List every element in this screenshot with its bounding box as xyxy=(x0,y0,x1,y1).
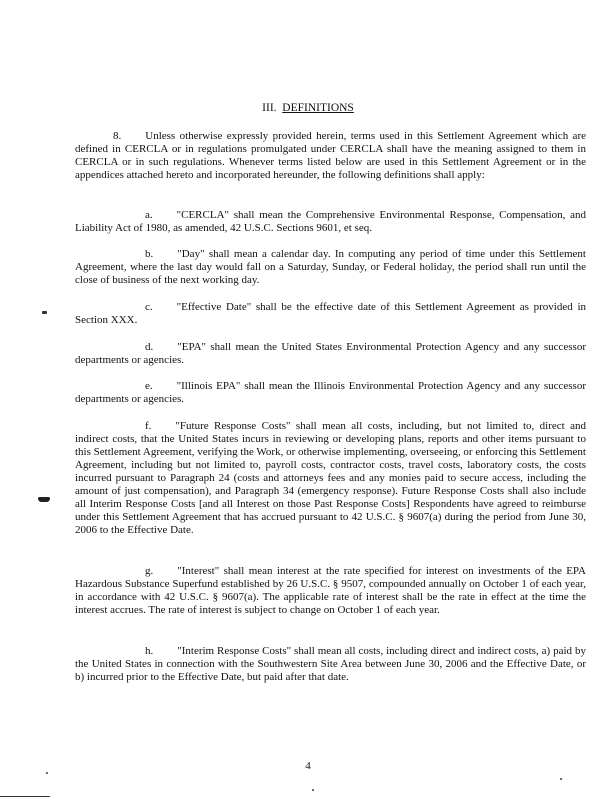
definition-f xyxy=(75,420,586,537)
definition-text: "Interest" shall mean interest at the rate specified for interest on investments of the EPA Hazardous Substance Superfund established by 26 U.S.C. § 9507, compounded annually on October 1 of each year, in accordance with 42 U.S.C. § 9607(a). The applicable rate of interest shall be the rate in effect at the time the interest accrues. The rate of interest is subject to change on October 1 of each year. xyxy=(75,565,586,616)
definition-text: "Day" shall mean a calendar day. In computing any period of time under this Settlement Agreement, where the last day would fall on a Saturday, Sunday, or Federal holiday, the period shall run until the close of business of the next working day. xyxy=(75,248,586,286)
definition-letter: b. xyxy=(145,248,154,260)
definition-g xyxy=(75,565,586,617)
scan-mark xyxy=(38,497,50,502)
paragraph-8 xyxy=(75,130,586,182)
definition-text: "Effective Date" shall be the effective date of this Settlement Agreement as provided in Section XXX. xyxy=(75,301,586,326)
scan-speck xyxy=(560,778,562,780)
definition-letter: e. xyxy=(145,380,153,392)
definition-text: "Interim Response Costs" shall mean all costs, including direct and indirect costs, a) paid by the United States in connection with the Southwestern Site Area between June 30, 2006 and the Effective Date, or b) incurred prior to the Effective Date, but paid after that date. xyxy=(75,645,586,683)
scan-speck xyxy=(46,772,48,774)
section-roman-numeral: III. xyxy=(262,102,277,114)
definition-d xyxy=(75,341,586,367)
definition-letter: c. xyxy=(145,301,153,313)
definition-e xyxy=(75,380,586,406)
definition-h xyxy=(75,645,586,684)
definition-text: "Illinois EPA" shall mean the Illinois Environmental Protection Agency and any successor departments or agencies. xyxy=(75,380,586,405)
definition-letter: d. xyxy=(145,341,154,353)
definition-text: "Future Response Costs" shall mean all costs, including, but not limited to, direct and indirect costs, that the United States incurs in reviewing or developing plans, reports and other items pursuant to this Settlement Agreement, verifying the Work, or otherwise implementing, overseeing, or enforcing this Settlement Agreement, including but not limited to, payroll costs, contractor costs, travel costs, laboratory costs, the costs incurred pursuant to Paragraph 24 (costs and attorneys fees and any monies paid to secure access, including the amount of just compensation), and Paragraph 34 (emergency response). Future Response Costs shall also include all Interim Response Costs [and all Interest on those Past Response Costs] Respondents have agreed to reimburse under this Settlement Agreement that has accrued pursuant to 42 U.S.C. § 9607(a) during the period from June 30, 2006 to the Effective Date. xyxy=(75,420,586,536)
definition-c xyxy=(75,301,586,327)
definition-text: "EPA" shall mean the United States Environmental Protection Agency and any successor departments or agencies. xyxy=(75,341,586,366)
definition-letter: g. xyxy=(145,565,154,577)
scan-mark xyxy=(42,311,47,314)
section-title: DEFINITIONS xyxy=(282,102,354,114)
section-heading xyxy=(0,102,616,114)
page-number: 4 xyxy=(305,760,311,772)
definition-text: "CERCLA" shall mean the Comprehensive Environmental Response, Compensation, and Liability Act of 1980, as amended, 42 U.S.C. Sections 9601, et seq. xyxy=(75,209,586,234)
definition-letter: a. xyxy=(145,209,153,221)
definition-letter: h. xyxy=(145,645,154,657)
definition-b xyxy=(75,248,586,287)
definition-a xyxy=(75,209,586,235)
scan-edge-line xyxy=(0,796,50,797)
scan-speck xyxy=(312,789,314,791)
paragraph-number: 8. xyxy=(113,130,122,142)
definition-letter: f. xyxy=(145,420,152,432)
paragraph-text: Unless otherwise expressly provided herein, terms used in this Settlement Agreement which are defined in CERCLA or in regulations promulgated under CERCLA shall have the meaning assigned to them in CERCLA or in such regulations. Whenever terms listed below are used in this Settlement Agreement or in the appendices attached hereto and incorporated hereunder, the following definitions shall apply: xyxy=(75,130,586,181)
